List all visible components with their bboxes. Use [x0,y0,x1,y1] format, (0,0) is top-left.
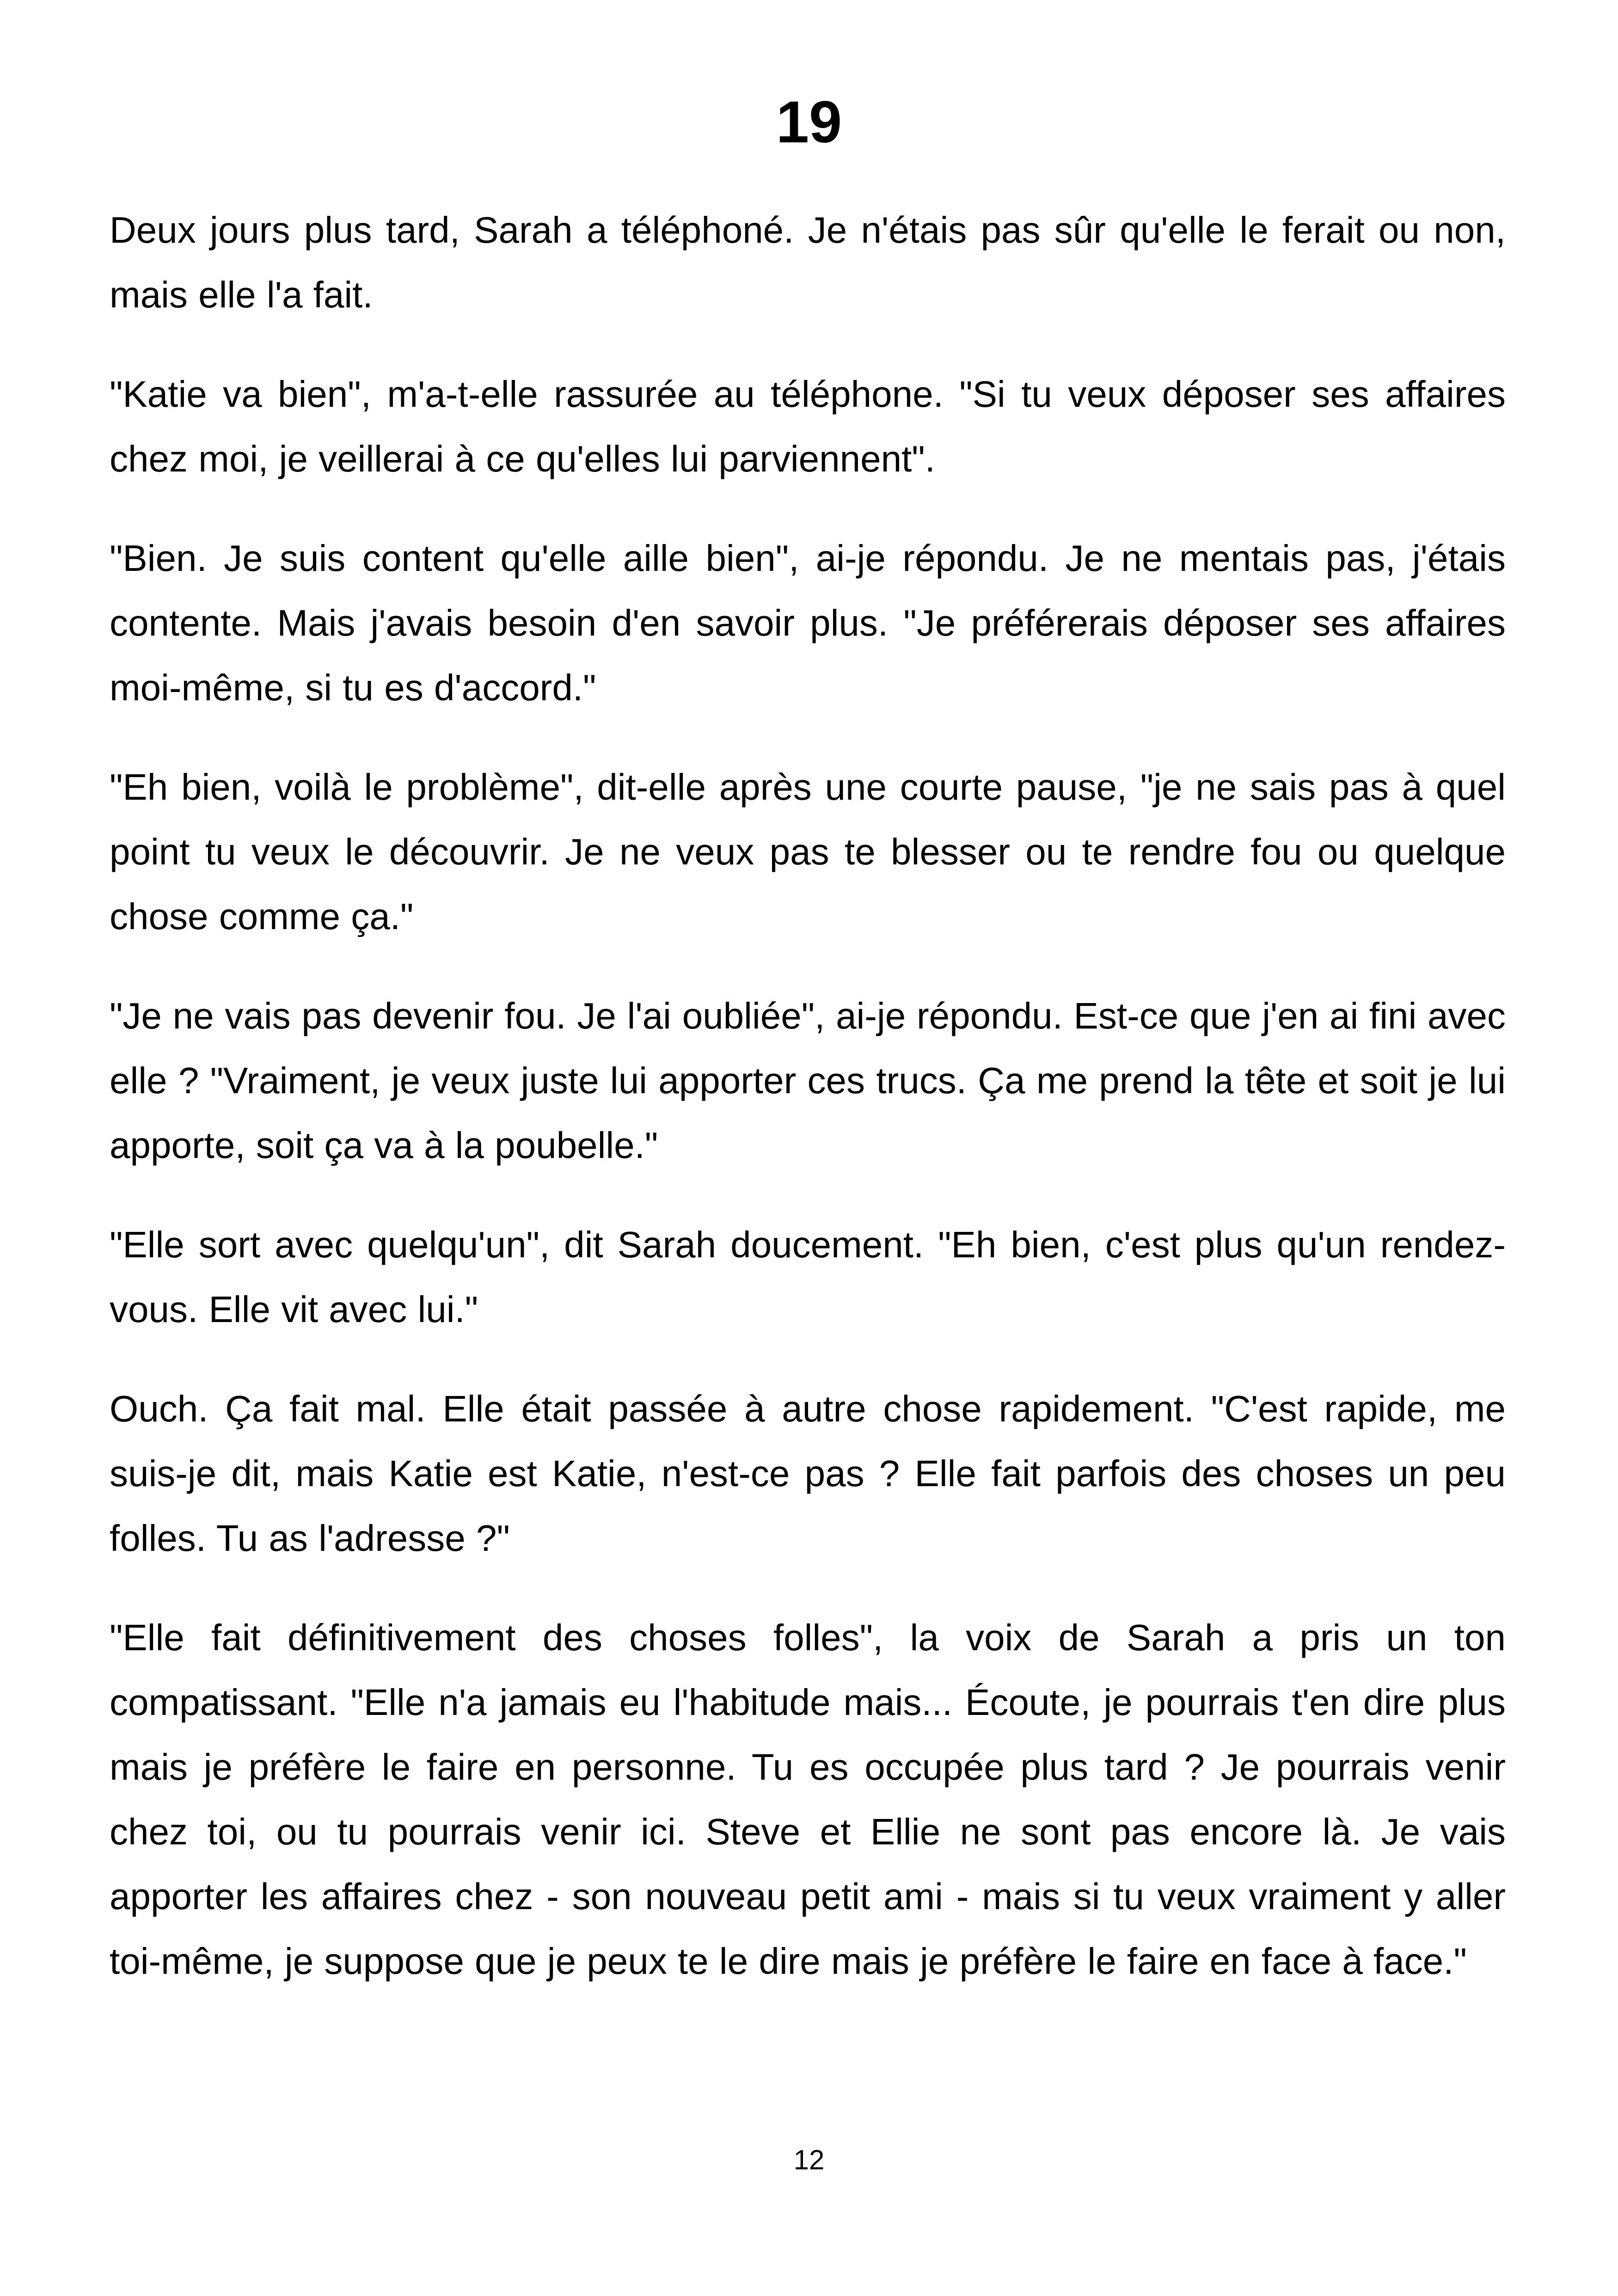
paragraph: "Elle fait définitivement des choses folles", la voix de Sarah a pris un ton compatissant. "Elle n'a jamais eu l'habitude mais... Écoute, je pourrais t'en dire plus mais je préfère le faire en personne. Tu es occupée plus tard ? Je pourrais venir chez toi, ou tu pourrais venir ici. Steve et Ellie ne sont pas encore là. Je vais apporter les affaires chez - son nouveau petit ami - mais si tu veux vraiment y aller toi-même, je suppose que je peux te le dire mais je préfère le faire en face à face." [110,1617,1506,1982]
paragraph: Deux jours plus tard, Sarah a téléphoné. Je n'étais pas sûr qu'elle le ferait ou non, mais elle l'a fait. [110,209,1506,315]
paragraph: "Bien. Je suis content qu'elle aille bien", ai-je répondu. Je ne mentais pas, j'étais contente. Mais j'avais besoin d'en savoir plus. "Je préférerais déposer ses affaires moi-même, si tu es d'accord." [110,538,1506,708]
page-number: 12 [793,2144,825,2175]
paragraph: "Elle sort avec quelqu'un", dit Sarah doucement. "Eh bien, c'est plus qu'un rendez-vous. Elle vit avec lui." [110,1224,1506,1330]
paragraph: Ouch. Ça fait mal. Elle était passée à autre chose rapidement. "C'est rapide, me suis-je dit, mais Katie est Katie, n'est-ce pas ? Elle fait parfois des choses un peu folles. Tu as l'adresse ?" [110,1388,1506,1559]
chapter-number: 19 [776,89,842,155]
paragraph: "Eh bien, voilà le problème", dit-elle après une courte pause, "je ne sais pas à quel point tu veux le découvrir. Je ne veux pas te blesser ou te rendre fou ou quelque chose comme ça." [110,766,1506,937]
paragraph: "Katie va bien", m'a-t-elle rassurée au téléphone. "Si tu veux déposer ses affaires chez moi, je veillerai à ce qu'elles lui parviennent". [110,373,1506,479]
body-text [110,198,1506,2028]
paragraph: "Je ne vais pas devenir fou. Je l'ai oubliée", ai-je répondu. Est-ce que j'en ai fini avec elle ? "Vraiment, je veux juste lui apporter ces trucs. Ça me prend la tête et soit je lui apporte, soit ça va à la poubelle." [110,995,1506,1166]
